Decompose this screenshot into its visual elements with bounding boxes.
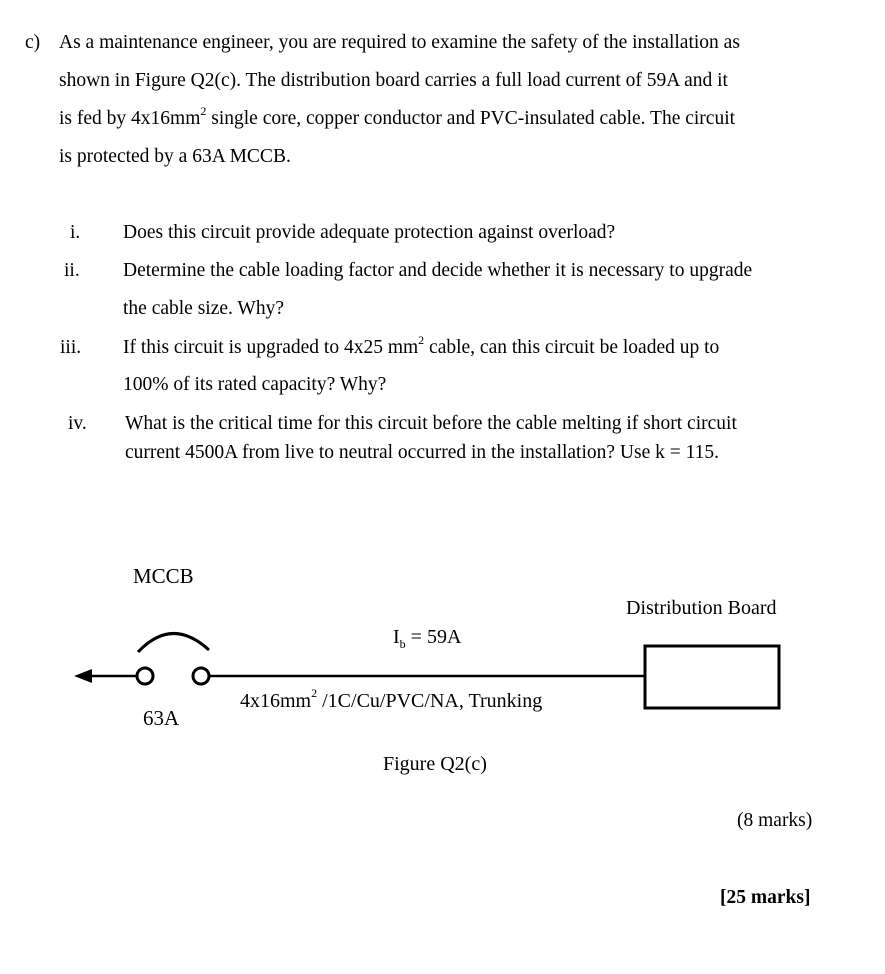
part-marks: (8 marks) — [737, 810, 813, 831]
sub-question-ii-line-1: Determine the cable loading factor and decide whether it is necessary to upgrade — [123, 260, 753, 281]
sub-question-iii-line-1-sup: 2 — [418, 332, 425, 347]
question-line-2: shown in Figure Q2(c). The distribution board carries a full load current of 59A and it — [59, 70, 728, 91]
question-line-3-post: single core, copper conductor and PVC-insulated cable. The circuit — [206, 108, 736, 129]
sub-question-i-marker: i. — [70, 222, 81, 243]
figure-caption: Figure Q2(c) — [383, 753, 487, 775]
mccb-terminal-right — [193, 668, 209, 684]
cable-spec-pre: 4x16mm — [240, 690, 312, 712]
mccb-contact-arc — [138, 633, 209, 652]
sub-question-ii-marker: ii. — [64, 260, 80, 281]
sub-question-ii-line-2: the cable size. Why? — [123, 298, 284, 319]
cable-spec-label — [240, 686, 543, 713]
sub-question-iii-marker: iii. — [60, 337, 82, 358]
sub-question-iii-line-2: 100% of its rated capacity? Why? — [123, 374, 387, 395]
question-line-3-sup: 2 — [200, 103, 207, 118]
db-label: Distribution Board — [626, 597, 777, 619]
sub-question-iv-line-1: What is the critical time for this circuit before the cable melting if short circuit — [125, 413, 737, 434]
question-label: c) — [25, 32, 41, 53]
mccb-label: MCCB — [133, 564, 194, 588]
mccb-terminal-left — [137, 668, 153, 684]
question-line-3-pre: is fed by 4x16mm — [59, 108, 201, 129]
cable-spec-post: /1C/Cu/PVC/NA, Trunking — [317, 690, 543, 712]
sub-question-iii-line-1-pre: If this circuit is upgraded to 4x25 mm — [123, 337, 419, 358]
current-label-sub: b — [399, 637, 406, 651]
question-line-4: is protected by a 63A MCCB. — [59, 146, 291, 167]
mccb-rating-label: 63A — [143, 706, 180, 730]
distribution-board-box — [645, 646, 779, 708]
cable-spec-sup: 2 — [311, 686, 318, 701]
current-label-pre: I — [393, 626, 400, 648]
sub-question-i-line-1: Does this circuit provide adequate protection against overload? — [123, 222, 616, 243]
current-label-post: = 59A — [405, 626, 462, 648]
current-label — [393, 626, 461, 649]
sub-question-iv-marker: iv. — [68, 413, 87, 434]
question-line-1: As a maintenance engineer, you are required to examine the safety of the installation as — [59, 32, 740, 53]
sub-question-iii-line-1-post: cable, can this circuit be loaded up to — [424, 337, 720, 358]
total-marks: [25 marks] — [720, 887, 811, 908]
sub-question-iv-line-2: current 4500A from live to neutral occurred in the installation? Use k = 115. — [125, 442, 720, 463]
